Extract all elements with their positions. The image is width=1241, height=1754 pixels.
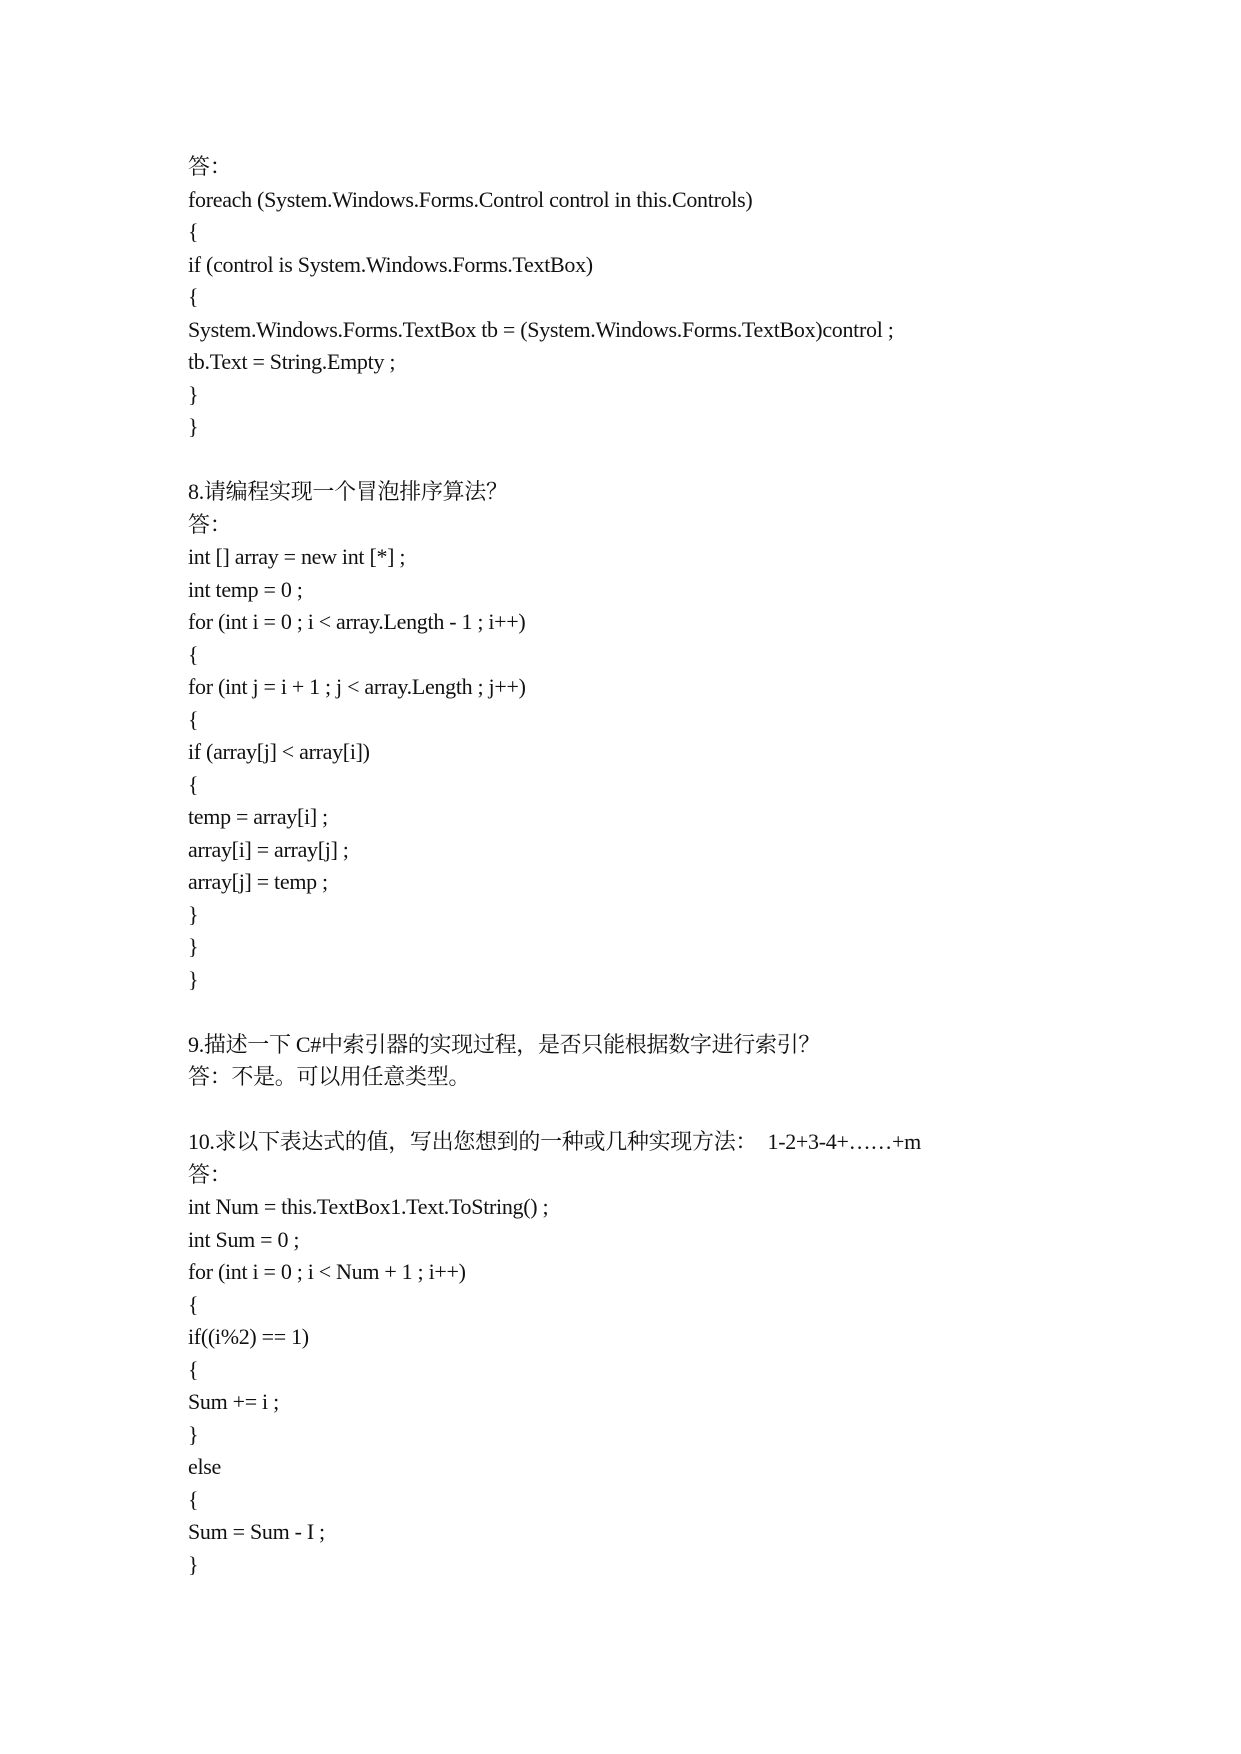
text-line: } [188, 381, 199, 407]
text-line: 9.描述一下 C#中索引器的实现过程，是否只能根据数字进行索引？ [188, 1031, 821, 1057]
document-section [188, 476, 1088, 996]
text-line: 10.求以下表达式的值，写出您想到的一种或几种实现方法： 1-2+3-4+……+m [188, 1129, 921, 1154]
text-line: { [188, 1356, 199, 1382]
text-line: foreach (System.Windows.Forms.Control control in this.Controls) [188, 186, 753, 212]
text-line: array[i] = array[j] ; [188, 836, 349, 862]
document-section [188, 151, 1088, 444]
text-line: 答： [188, 511, 232, 537]
text-line: { [188, 1486, 199, 1512]
text-line: tb.Text = String.Empty ; [188, 349, 396, 374]
text-line: for (int j = i + 1 ; j < array.Length ; j++) [188, 674, 526, 699]
text-line: int temp = 0 ; [188, 576, 303, 602]
text-line: 答： [188, 154, 232, 179]
text-line: { [188, 284, 199, 309]
text-line: 答： [188, 1161, 232, 1187]
text-line: } [188, 966, 199, 992]
text-line: int [] array = new int [*] ; [188, 544, 406, 569]
text-line: if((i%2) == 1) [188, 1324, 309, 1349]
text-line: for (int i = 0 ; i < array.Length - 1 ; i++) [188, 609, 526, 634]
text-line: { [188, 771, 199, 797]
text-line: if (control is System.Windows.Forms.TextBox) [188, 251, 593, 277]
text-line: } [188, 1551, 199, 1577]
text-line: int Num = this.TextBox1.Text.ToString() ; [188, 1194, 549, 1219]
text-line: 8.请编程实现一个冒泡排序算法？ [188, 479, 508, 504]
text-line: Sum = Sum - I ; [188, 1519, 325, 1544]
document-content [188, 151, 1088, 1581]
text-line: } [188, 934, 199, 959]
text-line: if (array[j] < array[i]) [188, 739, 370, 764]
text-line: temp = array[i] ; [188, 804, 328, 829]
text-line: } [188, 901, 199, 927]
text-line: System.Windows.Forms.TextBox tb = (System.Windows.Forms.TextBox)control ; [188, 316, 894, 342]
text-line: { [188, 706, 199, 732]
document-section [188, 1029, 1088, 1094]
paragraph-gap [188, 996, 1088, 1029]
text-line: 答：不是。可以用任意类型。 [188, 1064, 471, 1089]
text-line: { [188, 641, 199, 667]
text-line: else [188, 1454, 222, 1479]
text-line: } [188, 1421, 199, 1447]
paragraph-gap [188, 444, 1088, 477]
text-line: int Sum = 0 ; [188, 1226, 300, 1252]
text-line: } [188, 414, 199, 439]
paragraph-gap [188, 1094, 1088, 1127]
text-line: { [188, 1291, 199, 1317]
text-line: Sum += i ; [188, 1389, 279, 1414]
text-line: { [188, 219, 199, 244]
text-line: for (int i = 0 ; i < Num + 1 ; i++) [188, 1259, 466, 1284]
text-line: array[j] = temp ; [188, 869, 328, 894]
document-section [188, 1126, 1088, 1581]
